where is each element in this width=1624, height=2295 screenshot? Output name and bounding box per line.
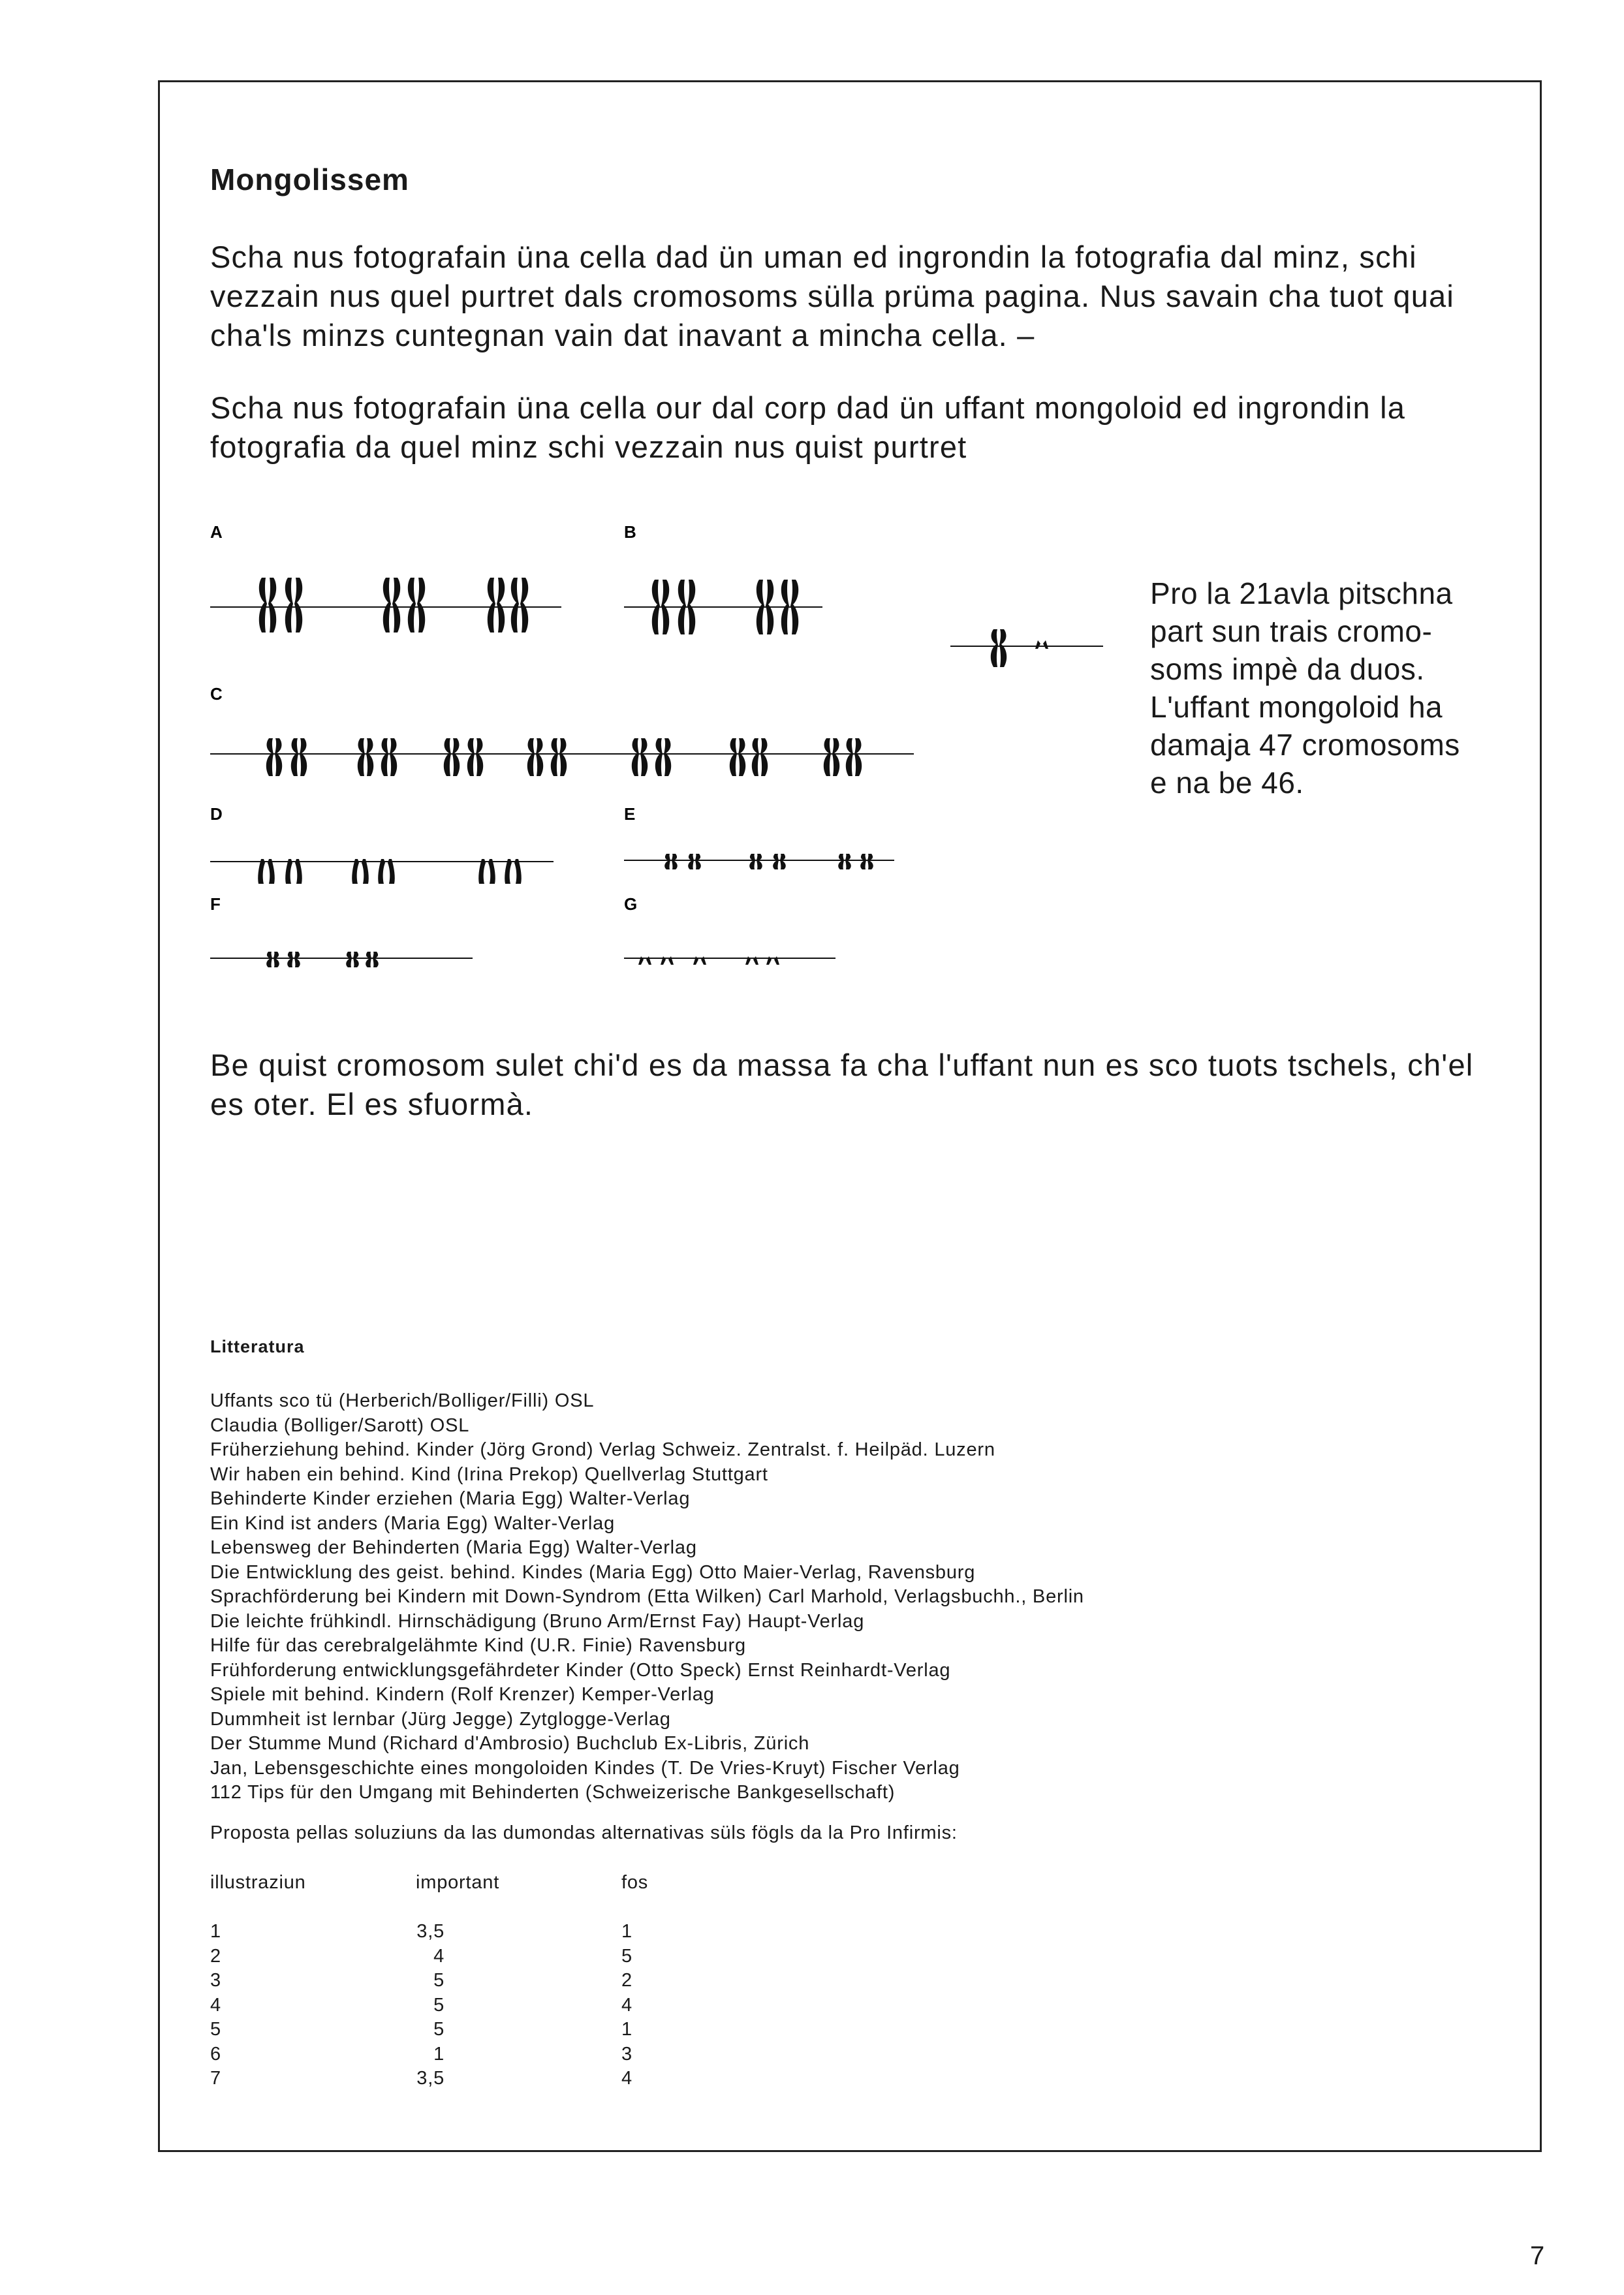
caption-line: L'uffant mongoloid ha	[1150, 690, 1443, 724]
table-row	[210, 2042, 752, 2067]
list-item: Lebensweg der Behinderten (Maria Egg) Walter-Verlag	[210, 1537, 697, 1558]
extra-chromosome-21-marks	[991, 629, 1048, 667]
table-cell: 1	[210, 1921, 221, 1942]
table-row	[210, 1969, 752, 1993]
caption-line: Pro la 21avla pitschna	[1150, 576, 1453, 610]
list-item: Jan, Lebensgeschichte eines mongoloiden Kindes (T. De Vries-Kruyt) Fischer Verlag	[210, 1757, 960, 1779]
karyotype-figure	[196, 516, 1136, 986]
chromosome-group-a-marks	[259, 578, 528, 632]
list-item: Dummheit ist lernbar (Jürg Jegge) Zytglogge-Verlag	[210, 1708, 671, 1730]
chromosome-group-e-marks	[664, 854, 873, 869]
list-item: Wir haben ein behind. Kind (Irina Prekop) Quellverlag Stuttgart	[210, 1463, 768, 1485]
table-cell	[416, 2018, 621, 2042]
chromosome-group-d-marks	[258, 859, 522, 884]
table-cell: 2	[210, 1945, 221, 1967]
group-label-e: E	[624, 804, 636, 824]
table-cell: 7	[210, 2068, 221, 2089]
list-item: Claudia (Bolliger/Sarott) OSL	[210, 1414, 470, 1436]
list-item: Früherziehung behind. Kinder (Jörg Grond) Verlag Schweiz. Zentralst. f. Heilpäd. Luzern	[210, 1439, 995, 1460]
list-item: Frühforderung entwicklungsgefährdeter Kinder (Otto Speck) Ernst Reinhardt-Verlag	[210, 1659, 951, 1681]
table-cell: 3	[210, 1970, 221, 1991]
table-cell	[416, 2042, 621, 2067]
page-title: Mongolissem	[210, 163, 409, 196]
caption-line: part sun trais cromo-	[1150, 614, 1433, 648]
table-cell: 4	[621, 1994, 632, 2016]
group-label-f: F	[210, 894, 221, 914]
table-cell	[416, 1993, 621, 2018]
page-number: 7	[1530, 2241, 1545, 2270]
table-cell: 6	[210, 2043, 221, 2065]
chromosome-group-f-marks	[266, 952, 379, 967]
table-row	[210, 1920, 752, 1944]
table-cell: 4	[621, 2068, 632, 2089]
table-row	[210, 1944, 752, 1969]
table-cell: 3	[621, 2043, 632, 2065]
group-label-g: G	[624, 894, 638, 914]
column-header: fos	[621, 1872, 649, 1893]
literature-list	[210, 1389, 1084, 1805]
list-item: Die Entwicklung des geist. behind. Kindes (Maria Egg) Otto Maier-Verlag, Ravensburg	[210, 1561, 976, 1583]
table-cell-value: 5	[433, 1970, 445, 1991]
solutions-table	[210, 1871, 752, 2091]
table-cell	[416, 1920, 621, 1944]
intro-paragraph: Scha nus fotografain üna cella dad ün uman ed ingrondin la fotografia dal minz, schi vezzain nus quel purtret dals cromosoms süllа prüma pagina. Nus savain cha tuot quai cha'ls minzs cuntegnan vain dat inavant a mincha cella. –	[210, 240, 1455, 352]
table-header-row	[210, 1871, 752, 1920]
table-cell-value: 5	[433, 2019, 445, 2040]
list-item: Die leichte frühkindl. Hirnschädigung (Bruno Arm/Ernst Fay) Haupt-Verlag	[210, 1610, 865, 1632]
chromosome-group-g-marks	[638, 956, 779, 965]
table-cell-value: 1	[433, 2043, 445, 2065]
table-cell	[416, 2067, 621, 2091]
table-cell-value: 3,5	[416, 2068, 445, 2089]
table-cell-value: 3,5	[416, 1921, 445, 1942]
table-row	[210, 1993, 752, 2018]
list-item: Sprachförderung bei Kindern mit Down-Syndrom (Etta Wilken) Carl Marhold, Verlagsbuchh., Berlin	[210, 1586, 1084, 1607]
list-item: Spiele mit behind. Kindern (Rolf Krenzer) Kemper-Verlag	[210, 1684, 715, 1705]
caption-line: damaja 47 cromosoms	[1150, 728, 1460, 762]
table-cell-value: 4	[433, 1945, 445, 1967]
list-item: Ein Kind ist anders (Maria Egg) Walter-Verlag	[210, 1512, 615, 1534]
table-cell: 1	[621, 1921, 632, 1942]
group-label-a: A	[210, 522, 223, 542]
group-label-c: C	[210, 684, 223, 704]
conclusion-paragraph: Be quist cromosom sulet chi'd es da massa fa cha l'uffant nun es sco tuots tschels, ch'el es oter. El es sfuormà.	[210, 1048, 1474, 1121]
caption-line: e na be 46.	[1150, 766, 1304, 800]
table-cell: 5	[621, 1945, 632, 1967]
proposal-text: Proposta pellas soluziuns da las dumondas alternativas süls fögls da la Pro Infirmis:	[210, 1822, 958, 1843]
column-header: illustraziun	[210, 1872, 306, 1893]
table-cell: 4	[210, 1994, 221, 2016]
table-cell: 2	[621, 1970, 632, 1991]
trisomy-caption	[1150, 574, 1516, 802]
table-row	[210, 2018, 752, 2042]
chromosome-group-c-marks	[266, 738, 862, 776]
table-cell	[416, 1969, 621, 1993]
table-cell-value: 5	[433, 1994, 445, 2016]
list-item: Uffants sco tü (Herberich/Bolliger/Filli) OSL	[210, 1390, 595, 1411]
group-label-d: D	[210, 804, 223, 824]
mongoloid-paragraph: Scha nus fotografain üna cella our dal corp dad ün uffant mongoloid ed ingrondin la fotografia da quel minz schi vezzain nus quist purtret	[210, 390, 1406, 464]
column-header: important	[416, 1872, 500, 1893]
literature-heading: Litteratura	[210, 1337, 305, 1356]
table-cell: 5	[210, 2019, 221, 2040]
list-item: Behinderte Kinder erziehen (Maria Egg) Walter-Verlag	[210, 1488, 691, 1509]
list-item: 112 Tips für den Umgang mit Behinderten (Schweizerische Bankgesellschaft)	[210, 1782, 896, 1803]
caption-line: soms impè da duos.	[1150, 652, 1425, 686]
table-row	[210, 2067, 752, 2091]
group-label-b: B	[624, 522, 636, 542]
table-cell: 1	[621, 2019, 632, 2040]
list-item: Der Stumme Mund (Richard d'Ambrosio) Buchclub Ex-Libris, Zürich	[210, 1733, 810, 1754]
table-cell	[416, 1944, 621, 1969]
list-item: Hilfe für das cerebralgelähmte Kind (U.R. Finie) Ravensburg	[210, 1635, 746, 1656]
